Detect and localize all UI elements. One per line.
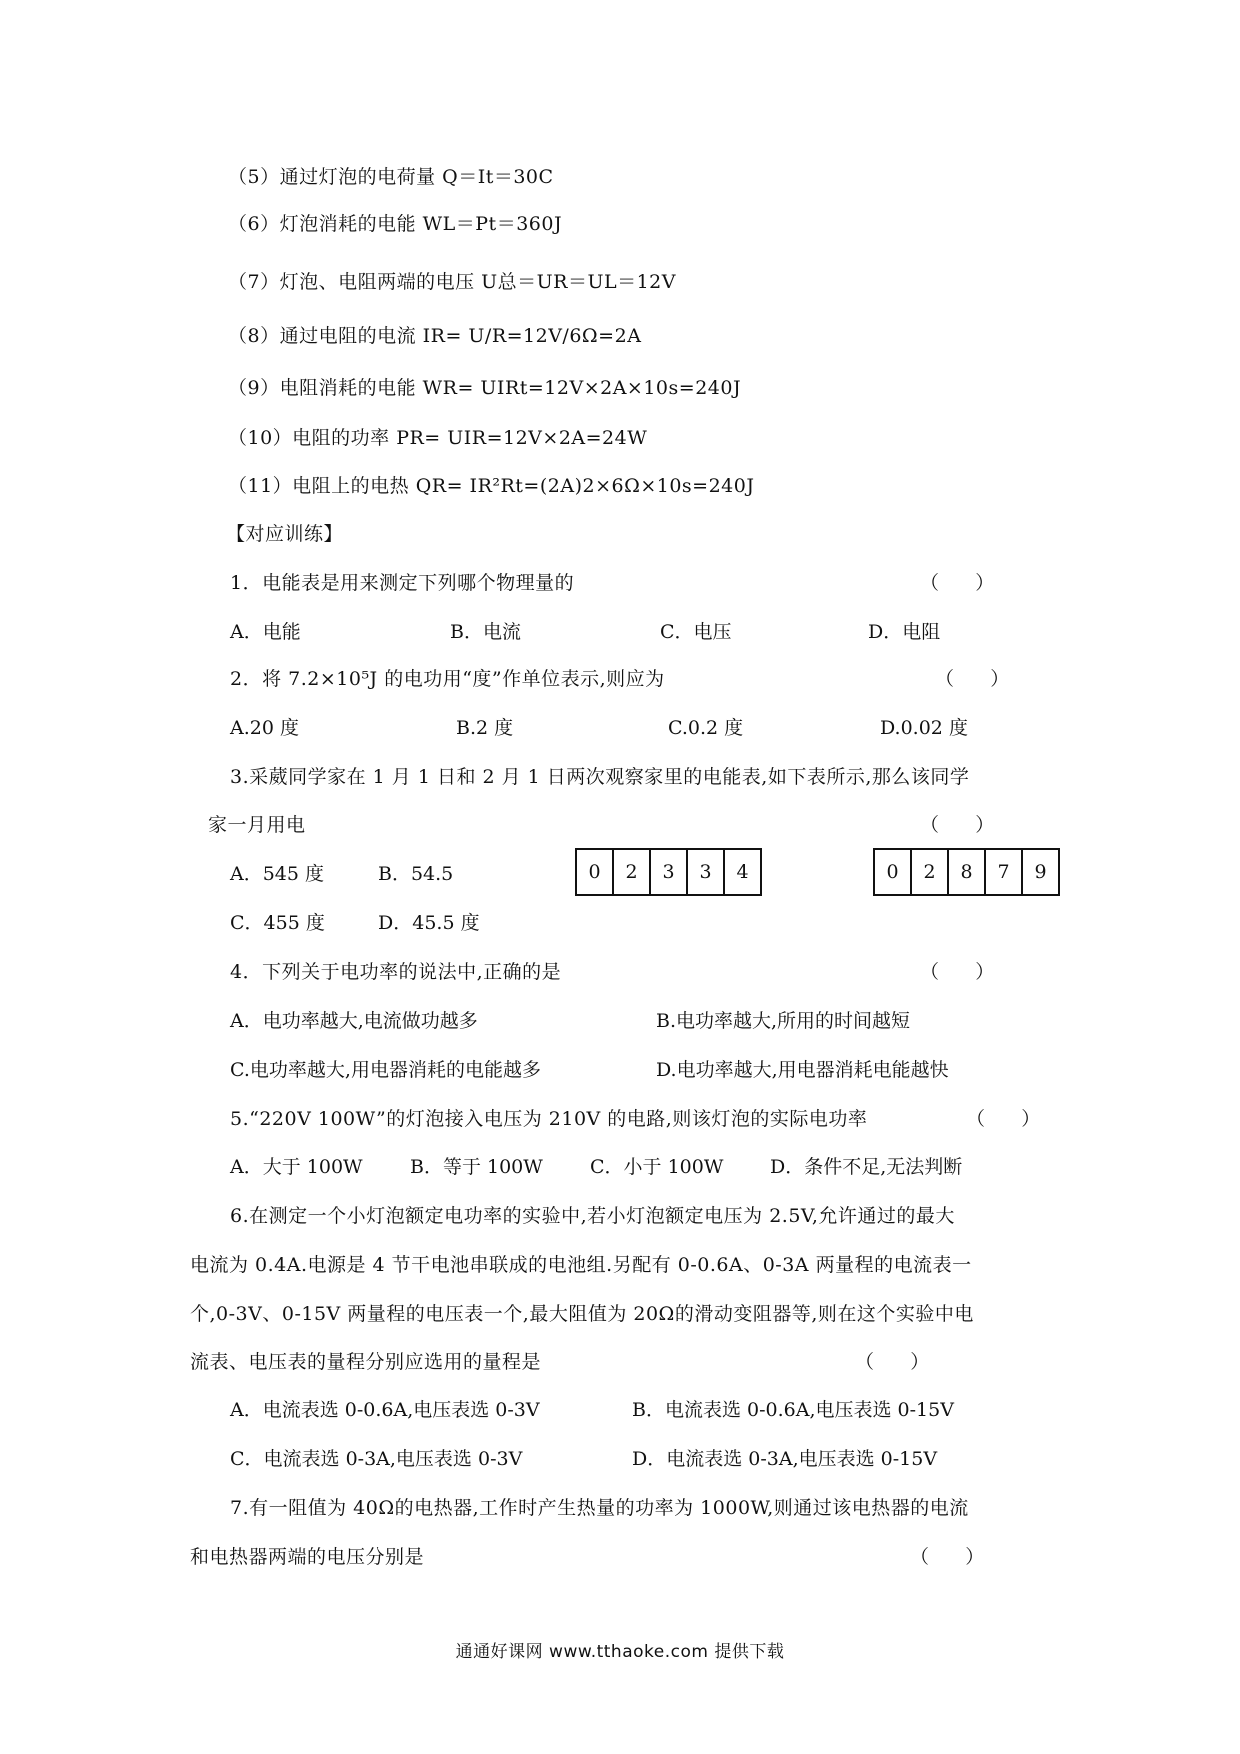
meter-digit: 9 [1034, 861, 1047, 883]
question-6-stem-line4: 流表、电压表的量程分别应选用的量程是 [190, 1351, 542, 1373]
meter-digit: 3 [651, 850, 688, 894]
q3-option-b: B．54.5 [378, 863, 454, 885]
q4-option-d: D.电功率越大,用电器消耗电能越快 [656, 1059, 949, 1081]
question-3-stem-line2: 家一月用电 [208, 814, 306, 836]
answer-bracket: （ ） [966, 1108, 1041, 1130]
q3-option-d: D．45.5 度 [378, 912, 480, 934]
q2-option-c: C.0.2 度 [668, 717, 744, 739]
q5-option-b: B．等于 100W [410, 1156, 543, 1178]
meter-reading-feb [873, 848, 1060, 896]
q2-option-b: B.2 度 [456, 717, 514, 739]
q4-option-c: C.电功率越大,用电器消耗的电能越多 [230, 1059, 541, 1081]
meter-digit: 2 [912, 850, 949, 894]
question-7-stem-line2: 和电热器两端的电压分别是 [190, 1546, 425, 1568]
q6-option-c: C．电流表选 0-3A,电压表选 0-3V [230, 1448, 523, 1470]
meter-digit: 0 [577, 850, 614, 894]
question-2-stem: 2．将 7.2×10⁵J 的电功用“度”作单位表示,则应为 [230, 668, 665, 690]
q6-option-b: B．电流表选 0-0.6A,电压表选 0-15V [632, 1399, 954, 1421]
solution-step-8: （8）通过电阻的电流 IR= U/R=12V/6Ω=2A [228, 325, 642, 347]
meter-digit: 4 [736, 861, 749, 883]
q5-option-a: A．大于 100W [230, 1156, 363, 1178]
q5-option-d: D．条件不足,无法判断 [770, 1156, 963, 1178]
q3-option-a: A．545 度 [230, 863, 325, 885]
question-1-stem: 1．电能表是用来测定下列哪个物理量的 [230, 572, 575, 594]
answer-bracket: （ ） [920, 961, 995, 983]
answer-bracket: （ ） [910, 1546, 985, 1568]
meter-digit: 7 [986, 850, 1023, 894]
answer-bracket: （ ） [855, 1351, 930, 1373]
answer-bracket: （ ） [920, 572, 995, 594]
meter-digit: 2 [614, 850, 651, 894]
question-6-stem-line1: 6.在测定一个小灯泡额定电功率的实验中,若小灯泡额定电压为 2.5V,允许通过的最大 [230, 1205, 955, 1227]
question-6-stem-line2: 电流为 0.4A.电源是 4 节干电池串联成的电池组.另配有 0-0.6A、0-3A 两量程的电流表一 [190, 1254, 972, 1276]
q5-option-c: C．小于 100W [590, 1156, 724, 1178]
q2-option-d: D.0.02 度 [880, 717, 968, 739]
question-4-stem: 4．下列关于电功率的说法中,正确的是 [230, 961, 562, 983]
meter-reading-jan [575, 848, 762, 896]
meter-digit: 3 [688, 850, 725, 894]
section-heading: 【对应训练】 [226, 523, 344, 545]
answer-bracket: （ ） [935, 668, 1010, 690]
meter-digit: 8 [949, 850, 986, 894]
solution-step-5: （5）通过灯泡的电荷量 Q＝It＝30C [228, 166, 554, 188]
solution-step-9: （9）电阻消耗的电能 WR= UIRt=12V×2A×10s=240J [228, 377, 742, 399]
q2-option-a: A.20 度 [230, 717, 299, 739]
question-3-stem-line1: 3.采葳同学家在 1 月 1 日和 2 月 1 日两次观察家里的电能表,如下表所示,那么该同学 [230, 766, 970, 788]
q4-option-b: B.电功率越大,所用的时间越短 [656, 1010, 911, 1032]
q6-option-d: D．电流表选 0-3A,电压表选 0-15V [632, 1448, 938, 1470]
q1-option-a: A．电能 [230, 621, 301, 643]
solution-step-6: （6）灯泡消耗的电能 WL＝Pt＝360J [228, 213, 563, 235]
solution-step-10: （10）电阻的功率 PR= UIR=12V×2A=24W [228, 427, 648, 449]
question-6-stem-line3: 个,0-3V、0-15V 两量程的电压表一个,最大阻值为 20Ω的滑动变阻器等,则在这个实验中电 [190, 1303, 974, 1325]
question-5-stem: 5.“220V 100W”的灯泡接入电压为 210V 的电路,则该灯泡的实际电功率 [230, 1108, 868, 1130]
q1-option-d: D．电阻 [868, 621, 941, 643]
q1-option-c: C．电压 [660, 621, 732, 643]
q1-option-b: B．电流 [450, 621, 521, 643]
solution-step-11: （11）电阻上的电热 QR= IR²Rt=(2A)2×6Ω×10s=240J [228, 475, 755, 497]
solution-step-7: （7）灯泡、电阻两端的电压 U总＝UR＝UL＝12V [228, 271, 676, 293]
q6-option-a: A．电流表选 0-0.6A,电压表选 0-3V [230, 1399, 540, 1421]
q3-option-c: C．455 度 [230, 912, 325, 934]
answer-bracket: （ ） [920, 814, 995, 836]
q4-option-a: A．电功率越大,电流做功越多 [230, 1010, 478, 1032]
page-footer: 通通好课网 www.tthaoke.com 提供下载 [455, 1642, 785, 1662]
question-7-stem-line1: 7.有一阻值为 40Ω的电热器,工作时产生热量的功率为 1000W,则通过该电热器的电流 [230, 1497, 969, 1519]
meter-digit: 0 [875, 850, 912, 894]
